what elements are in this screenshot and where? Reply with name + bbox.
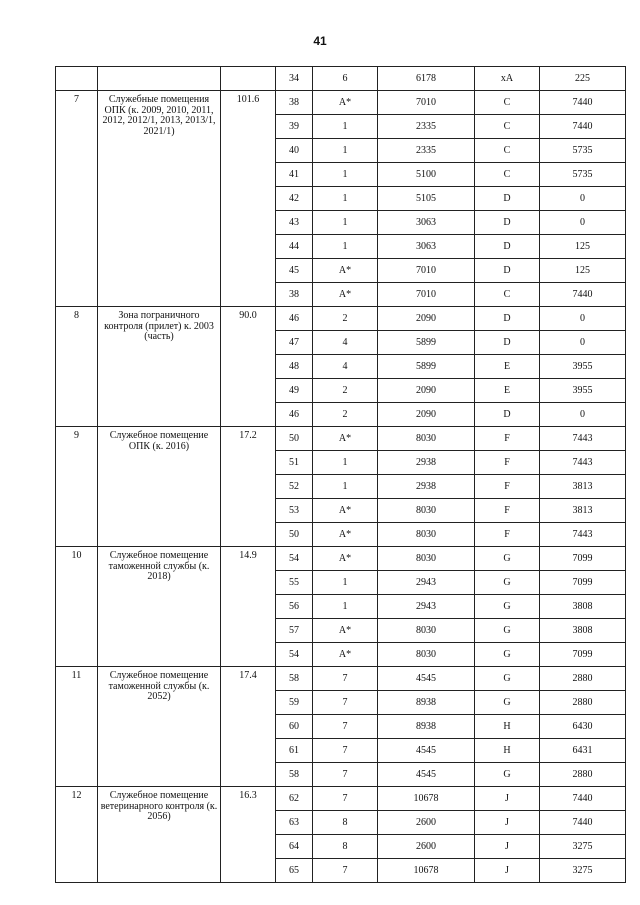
cell-no <box>56 67 98 91</box>
page-number: 41 <box>313 34 327 48</box>
group-description: Служебное помещение таможенной службы (к. 2018) <box>98 547 221 667</box>
cell-coord: 125 <box>540 235 626 259</box>
cell-point: 46 <box>276 307 313 331</box>
cell-value: 2335 <box>378 115 475 139</box>
cell-point: 50 <box>276 523 313 547</box>
cell-value: 7010 <box>378 283 475 307</box>
cell-code: 1 <box>313 115 378 139</box>
cell-letter: C <box>475 283 540 307</box>
cell-point: 52 <box>276 475 313 499</box>
table-row <box>56 667 626 691</box>
cell-letter: D <box>475 235 540 259</box>
group-description: Служебное помещение ОПК (к. 2016) <box>98 427 221 547</box>
group-area: 101.6 <box>221 91 276 307</box>
cell-letter: C <box>475 139 540 163</box>
cell-point: 40 <box>276 139 313 163</box>
cell-letter: D <box>475 187 540 211</box>
cell-point: 59 <box>276 691 313 715</box>
cell-code: 1 <box>313 211 378 235</box>
cell-coord: 3813 <box>540 475 626 499</box>
cell-code: 1 <box>313 571 378 595</box>
cell-value: 8030 <box>378 499 475 523</box>
cell-point: 58 <box>276 667 313 691</box>
cell-value: 7010 <box>378 259 475 283</box>
cell-area <box>221 67 276 91</box>
cell-letter: J <box>475 835 540 859</box>
cell-value: 10678 <box>378 859 475 883</box>
cell-coord: 6430 <box>540 715 626 739</box>
cell-value: 2335 <box>378 139 475 163</box>
cell-code: 1 <box>313 235 378 259</box>
cell-letter: D <box>475 403 540 427</box>
group-description: Зона пограничного контроля (прилет) к. 2003 (часть) <box>98 307 221 427</box>
cell-code: A* <box>313 283 378 307</box>
cell-point: 54 <box>276 643 313 667</box>
cell-point: 51 <box>276 451 313 475</box>
cell-desc <box>98 67 221 91</box>
cell-coord: 0 <box>540 403 626 427</box>
cell-point: 61 <box>276 739 313 763</box>
cell-point: 49 <box>276 379 313 403</box>
cell-code: 8 <box>313 811 378 835</box>
cell-coord: 7440 <box>540 811 626 835</box>
coordinates-table <box>55 66 626 883</box>
cell-value: 8938 <box>378 715 475 739</box>
cell-value: 8030 <box>378 547 475 571</box>
cell-coord: 0 <box>540 307 626 331</box>
cell-code: 1 <box>313 139 378 163</box>
cell-point: 56 <box>276 595 313 619</box>
cell-coord: 125 <box>540 259 626 283</box>
cell-point: 63 <box>276 811 313 835</box>
cell-coord: 7440 <box>540 115 626 139</box>
cell-value: 2938 <box>378 475 475 499</box>
cell-coord: 7440 <box>540 787 626 811</box>
cell-point: 47 <box>276 331 313 355</box>
group-description: Служебное помещение таможенной службы (к. 2052) <box>98 667 221 787</box>
cell-coord: 7443 <box>540 451 626 475</box>
cell-letter: F <box>475 499 540 523</box>
cell-coord: 5735 <box>540 139 626 163</box>
cell-point: 42 <box>276 187 313 211</box>
cell-letter: G <box>475 667 540 691</box>
cell-letter: H <box>475 715 540 739</box>
cell-point: 50 <box>276 427 313 451</box>
group-number: 11 <box>56 667 98 787</box>
cell-value: 2938 <box>378 451 475 475</box>
cell-letter: G <box>475 619 540 643</box>
group-number: 8 <box>56 307 98 427</box>
cell-letter: C <box>475 115 540 139</box>
cell-code: 1 <box>313 187 378 211</box>
cell-coord: 3955 <box>540 355 626 379</box>
cell-letter: F <box>475 523 540 547</box>
cell-coord: 7440 <box>540 91 626 115</box>
cell-value: 4545 <box>378 763 475 787</box>
cell-letter: G <box>475 571 540 595</box>
group-description: Служебные помещения ОПК (к. 2009, 2010, 2011, 2012, 2012/1, 2013, 2013/1, 2021/1) <box>98 91 221 307</box>
cell-code: A* <box>313 619 378 643</box>
cell-code: 6 <box>313 67 378 91</box>
cell-code: 2 <box>313 307 378 331</box>
cell-coord: 0 <box>540 211 626 235</box>
cell-coord: 3813 <box>540 499 626 523</box>
cell-coord: 3808 <box>540 595 626 619</box>
cell-value: 3063 <box>378 211 475 235</box>
cell-point: 34 <box>276 67 313 91</box>
cell-letter: D <box>475 259 540 283</box>
cell-point: 54 <box>276 547 313 571</box>
cell-value: 6178 <box>378 67 475 91</box>
cell-letter: J <box>475 787 540 811</box>
group-number: 12 <box>56 787 98 883</box>
cell-letter: E <box>475 355 540 379</box>
cell-point: 45 <box>276 259 313 283</box>
cell-letter: G <box>475 547 540 571</box>
cell-letter: G <box>475 643 540 667</box>
cell-value: 8030 <box>378 643 475 667</box>
cell-letter: G <box>475 763 540 787</box>
cell-point: 62 <box>276 787 313 811</box>
table-row <box>56 91 626 115</box>
cell-value: 5899 <box>378 355 475 379</box>
cell-letter: H <box>475 739 540 763</box>
cell-value: 3063 <box>378 235 475 259</box>
cell-code: 2 <box>313 379 378 403</box>
cell-coord: 0 <box>540 331 626 355</box>
cell-code: A* <box>313 523 378 547</box>
cell-value: 2600 <box>378 811 475 835</box>
cell-letter: C <box>475 163 540 187</box>
cell-code: A* <box>313 643 378 667</box>
group-area: 16.3 <box>221 787 276 883</box>
cell-value: 2090 <box>378 307 475 331</box>
cell-coord: 3955 <box>540 379 626 403</box>
cell-value: 2600 <box>378 835 475 859</box>
cell-code: 4 <box>313 331 378 355</box>
cell-code: 7 <box>313 667 378 691</box>
cell-code: 1 <box>313 451 378 475</box>
cell-code: 7 <box>313 763 378 787</box>
cell-point: 38 <box>276 283 313 307</box>
cell-coord: 2880 <box>540 691 626 715</box>
cell-point: 64 <box>276 835 313 859</box>
group-area: 90.0 <box>221 307 276 427</box>
cell-letter: xA <box>475 67 540 91</box>
cell-code: A* <box>313 91 378 115</box>
cell-coord: 7099 <box>540 547 626 571</box>
cell-code: 7 <box>313 787 378 811</box>
cell-coord: 0 <box>540 187 626 211</box>
cell-letter: D <box>475 331 540 355</box>
group-area: 14.9 <box>221 547 276 667</box>
cell-code: A* <box>313 547 378 571</box>
cell-value: 8938 <box>378 691 475 715</box>
cell-point: 38 <box>276 91 313 115</box>
cell-coord: 225 <box>540 67 626 91</box>
cell-coord: 7440 <box>540 283 626 307</box>
group-description: Служебное помещение ветеринарного контроля (к. 2056) <box>98 787 221 883</box>
cell-value: 4545 <box>378 739 475 763</box>
cell-code: 1 <box>313 163 378 187</box>
cell-letter: J <box>475 811 540 835</box>
table-row <box>56 427 626 451</box>
cell-letter: F <box>475 475 540 499</box>
group-area: 17.4 <box>221 667 276 787</box>
cell-code: 1 <box>313 475 378 499</box>
cell-code: 7 <box>313 691 378 715</box>
cell-point: 48 <box>276 355 313 379</box>
cell-value: 5100 <box>378 163 475 187</box>
cell-value: 10678 <box>378 787 475 811</box>
cell-value: 2943 <box>378 571 475 595</box>
cell-letter: D <box>475 307 540 331</box>
cell-code: A* <box>313 259 378 283</box>
cell-point: 57 <box>276 619 313 643</box>
cell-point: 44 <box>276 235 313 259</box>
cell-coord: 2880 <box>540 763 626 787</box>
cell-value: 7010 <box>378 91 475 115</box>
cell-coord: 3275 <box>540 859 626 883</box>
cell-coord: 6431 <box>540 739 626 763</box>
group-number: 7 <box>56 91 98 307</box>
cell-value: 4545 <box>378 667 475 691</box>
cell-value: 2943 <box>378 595 475 619</box>
cell-code: A* <box>313 499 378 523</box>
cell-point: 60 <box>276 715 313 739</box>
cell-letter: F <box>475 427 540 451</box>
cell-letter: D <box>475 211 540 235</box>
cell-value: 5105 <box>378 187 475 211</box>
cell-code: 8 <box>313 835 378 859</box>
table-row-top <box>56 67 626 91</box>
cell-letter: G <box>475 595 540 619</box>
cell-coord: 3275 <box>540 835 626 859</box>
cell-point: 55 <box>276 571 313 595</box>
cell-letter: C <box>475 91 540 115</box>
cell-code: 2 <box>313 403 378 427</box>
cell-letter: E <box>475 379 540 403</box>
table-row <box>56 547 626 571</box>
group-number: 9 <box>56 427 98 547</box>
table-row <box>56 787 626 811</box>
cell-point: 46 <box>276 403 313 427</box>
cell-coord: 2880 <box>540 667 626 691</box>
cell-value: 8030 <box>378 523 475 547</box>
cell-coord: 7443 <box>540 427 626 451</box>
cell-value: 2090 <box>378 403 475 427</box>
group-area: 17.2 <box>221 427 276 547</box>
table-body <box>56 67 626 883</box>
cell-value: 8030 <box>378 427 475 451</box>
cell-point: 53 <box>276 499 313 523</box>
cell-point: 39 <box>276 115 313 139</box>
cell-coord: 3808 <box>540 619 626 643</box>
cell-coord: 7099 <box>540 643 626 667</box>
cell-letter: J <box>475 859 540 883</box>
cell-code: 7 <box>313 715 378 739</box>
cell-code: A* <box>313 427 378 451</box>
cell-coord: 7099 <box>540 571 626 595</box>
cell-point: 43 <box>276 211 313 235</box>
cell-point: 65 <box>276 859 313 883</box>
cell-code: 7 <box>313 739 378 763</box>
cell-coord: 7443 <box>540 523 626 547</box>
cell-value: 2090 <box>378 379 475 403</box>
table-row <box>56 307 626 331</box>
cell-coord: 5735 <box>540 163 626 187</box>
cell-point: 41 <box>276 163 313 187</box>
cell-letter: F <box>475 451 540 475</box>
cell-code: 7 <box>313 859 378 883</box>
cell-code: 4 <box>313 355 378 379</box>
cell-value: 8030 <box>378 619 475 643</box>
cell-point: 58 <box>276 763 313 787</box>
cell-code: 1 <box>313 595 378 619</box>
cell-value: 5899 <box>378 331 475 355</box>
cell-letter: G <box>475 691 540 715</box>
group-number: 10 <box>56 547 98 667</box>
